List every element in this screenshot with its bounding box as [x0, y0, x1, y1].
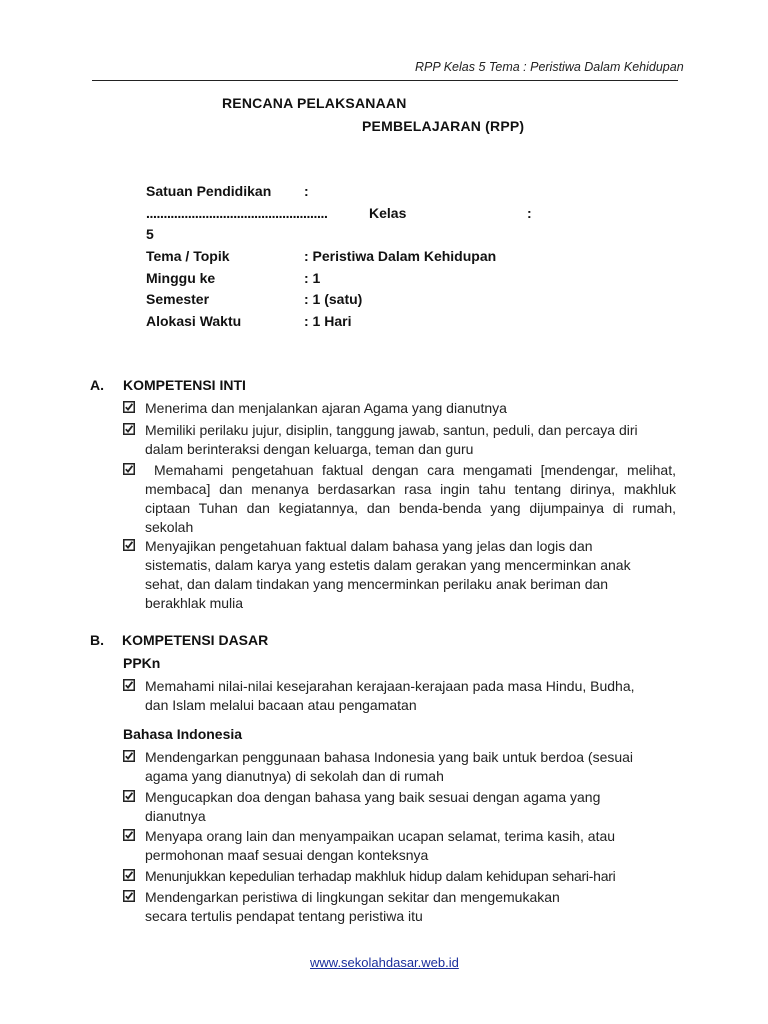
list-item-text: Memiliki perilaku jujur, disiplin, tanggung jawab, santun, peduli, dan percaya diri dalam berinteraksi dengan keluarga, teman dan guru — [145, 422, 638, 457]
checked-box-icon — [123, 869, 135, 881]
subject-ppkn: PPKn — [123, 655, 161, 671]
running-header: RPP Kelas 5 Tema : Peristiwa Dalam Kehidupan — [415, 60, 684, 74]
checked-box-icon — [123, 423, 135, 435]
list-item-text: Menyapa orang lain dan menyampaikan ucapan selamat, terima kasih, atau permohonan maaf sesuai dengan konteksnya — [145, 828, 616, 863]
subject-bahasa-indonesia: Bahasa Indonesia — [123, 726, 243, 742]
alokasi-label: Alokasi Waktu — [146, 313, 242, 329]
checked-box-icon — [123, 829, 135, 841]
section-b-heading: KOMPETENSI DASAR — [122, 632, 269, 648]
footer-website-link[interactable]: www.sekolahdasar.web.id — [310, 955, 459, 970]
list-item-text: Mengucapkan doa dengan bahasa yang baik sesuai dengan agama yang dianutnya — [145, 789, 601, 824]
list-item-text: Menyajikan pengetahuan faktual dalam bahasa yang jelas dan logis dan sistematis, dalam karya yang estetis dalam gerakan yang mencerminkan anak sehat, dan dalam tindakan yang mencerminkan perilaku anak beriman dan berakhlak mulia — [145, 538, 631, 611]
section-a-letter: A. — [90, 377, 104, 393]
semester-value: : 1 (satu) — [304, 291, 363, 307]
list-item-text: Menunjukkan kepedulian terhadap makhluk hidup dalam kehidupan sehari-hari — [145, 868, 616, 884]
checked-box-icon — [123, 890, 135, 902]
semester-label: Semester — [146, 291, 210, 307]
checked-box-icon — [123, 679, 135, 691]
list-item-text: Mendengarkan penggunaan bahasa Indonesia yang baik untuk berdoa (sesuai agama yang dianutnya) di sekolah dan di rumah — [145, 749, 634, 784]
satuan-colon: : — [304, 183, 309, 199]
kelas-colon: : — [527, 205, 532, 221]
tema-value: : Peristiwa Dalam Kehidupan — [304, 248, 497, 264]
checked-box-icon — [123, 750, 135, 762]
kelas-label: Kelas — [369, 205, 407, 221]
satuan-label: Satuan Pendidikan — [146, 183, 272, 199]
tema-label: Tema / Topik — [146, 248, 230, 264]
section-b-letter: B. — [90, 632, 104, 648]
header-divider — [92, 80, 678, 81]
section-a-heading: KOMPETENSI INTI — [123, 377, 246, 393]
list-item-text: Mendengarkan peristiwa di lingkungan sekitar dan mengemukakan secara tertulis pendapat tentang peristiwa itu — [145, 889, 560, 924]
title-line-1: RENCANA PELAKSANAAN — [222, 95, 407, 111]
checked-box-icon — [123, 401, 135, 413]
list-item-text: Menerima dan menjalankan ajaran Agama yang dianutnya — [145, 400, 507, 416]
checked-box-icon — [123, 539, 135, 551]
list-item-text: Memahami nilai-nilai kesejarahan kerajaan-kerajaan pada masa Hindu, Budha, dan Islam melalui bacaan atau pengamatan — [145, 678, 635, 713]
list-item-text: Memahami pengetahuan faktual dengan cara mengamati [mendengar, melihat, membaca] dan menanya berdasarkan rasa ingin tahu tentang dirinya, makhluk ciptaan Tuhan dan kegiatannya, dan benda-benda yang dijumpainya di rumah, sekolah — [145, 462, 676, 535]
title-line-2: PEMBELAJARAN (RPP) — [362, 118, 525, 134]
minggu-value: : 1 — [304, 270, 321, 286]
satuan-dots: .................................................... — [146, 205, 328, 221]
checked-box-icon — [123, 790, 135, 802]
minggu-label: Minggu ke — [146, 270, 216, 286]
alokasi-value: : 1 Hari — [304, 313, 352, 329]
kelas-value: 5 — [146, 226, 154, 242]
checked-box-icon — [123, 463, 135, 475]
